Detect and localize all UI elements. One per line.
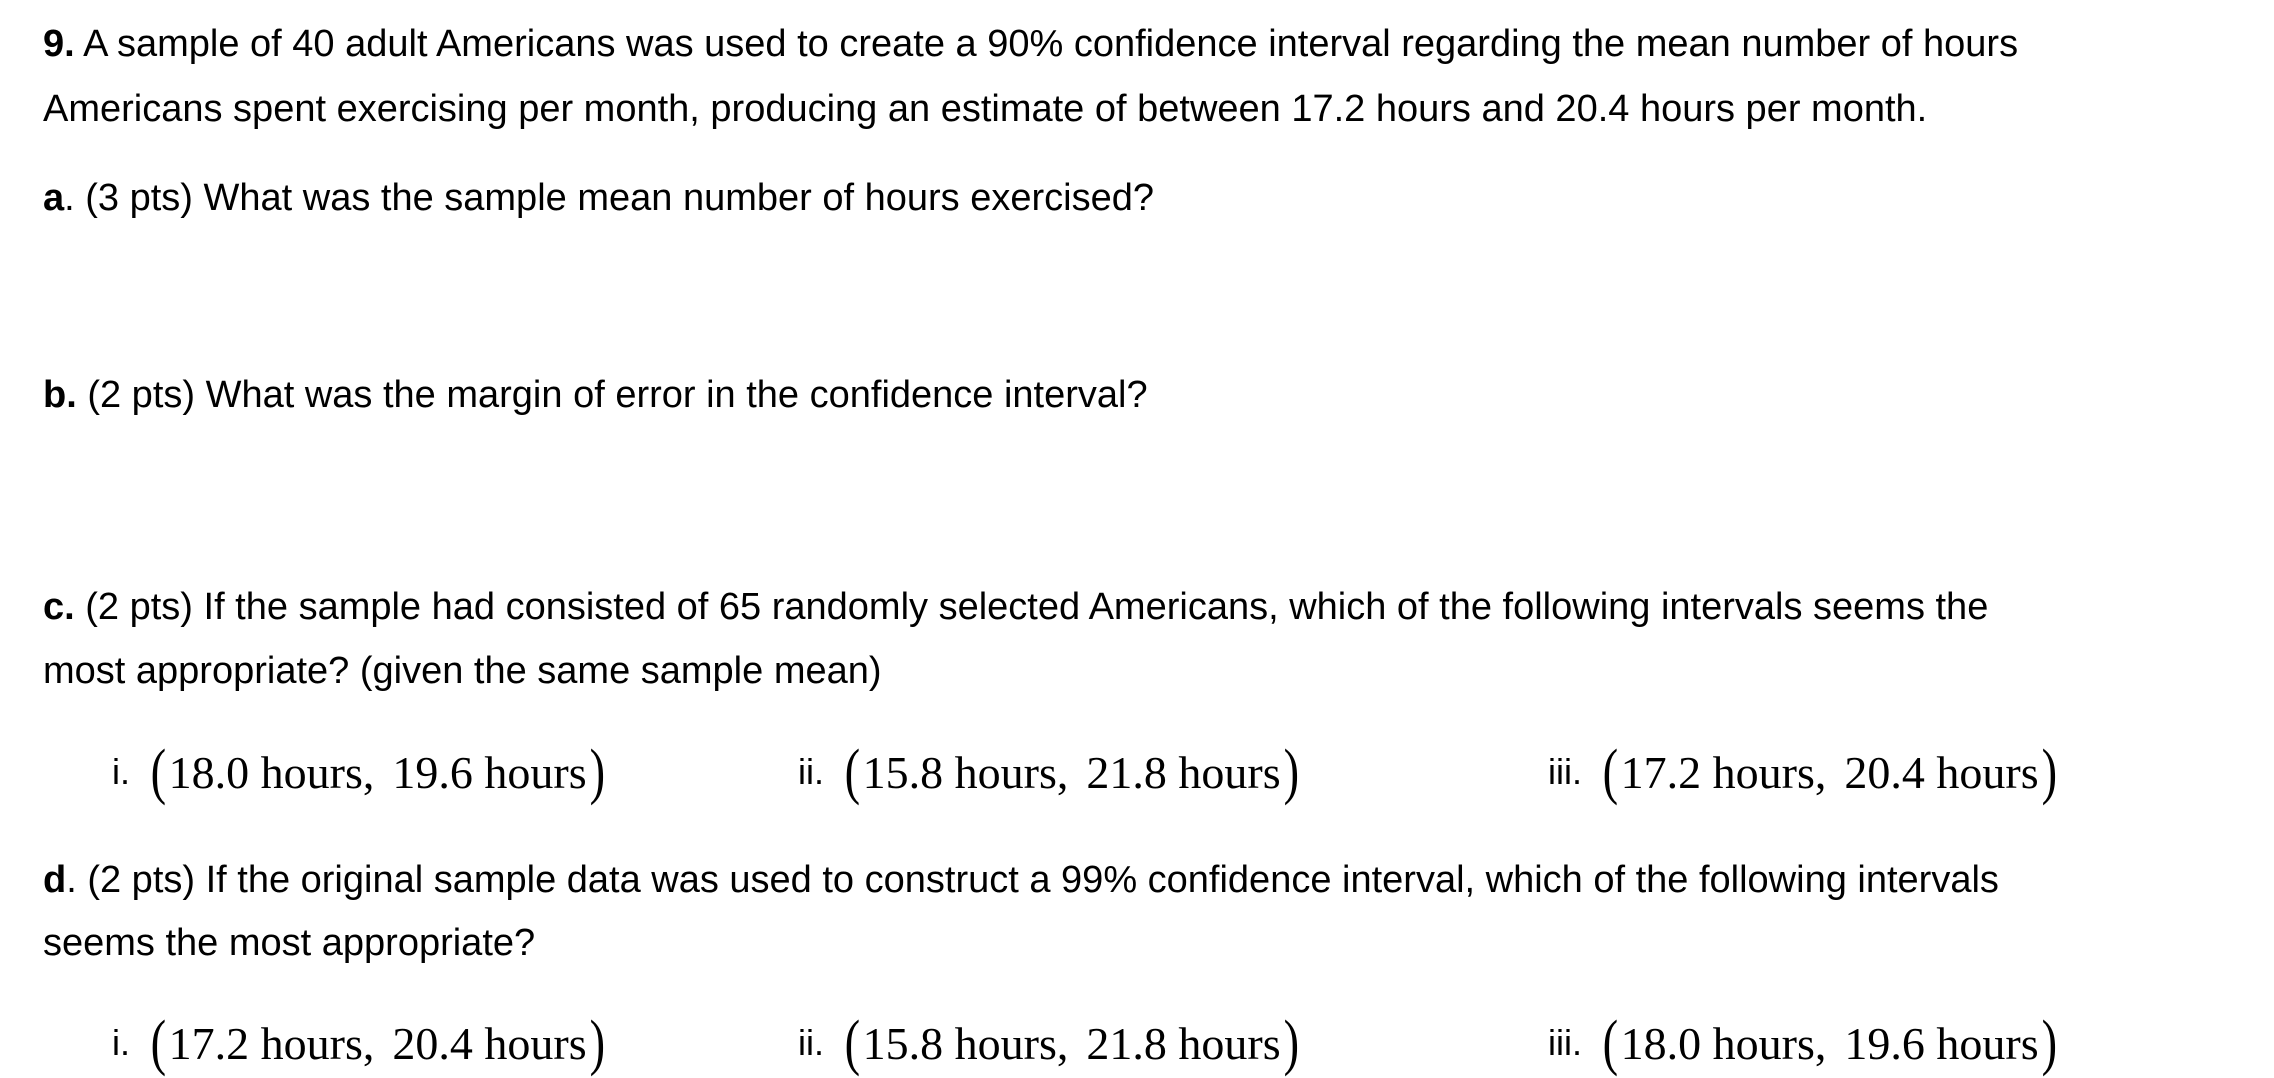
interval-value [842,1009,1301,1077]
open-paren: ( [844,1009,861,1077]
choice-numeral: i. [112,1022,130,1063]
part-a-label: a [43,177,65,219]
interval-value [842,738,1301,806]
part-d-choice-ii [798,1008,1301,1078]
part-a [43,175,1154,221]
choice-numeral: iii. [1548,751,1582,792]
close-paren: ) [589,1009,605,1077]
interval-value [1600,1009,2059,1077]
part-b [43,372,1148,418]
interval-low: 15.8 hours, [862,746,1069,798]
interval-value [148,738,607,806]
choice-numeral: iii. [1548,1022,1582,1063]
interval-value [148,1009,607,1077]
close-paren: ) [1283,738,1299,806]
interval-low: 18.0 hours, [1620,1017,1827,1069]
close-paren: ) [589,738,605,806]
interval-low: 18.0 hours, [168,746,375,798]
interval-high: 21.8 hours [1086,1017,1281,1069]
close-paren: ) [2041,738,2057,806]
part-c-choice-ii [798,737,1301,807]
question-number: 9. [43,23,75,65]
question-9-text-1: A sample of 40 adult Americans was used to create a 90% confidence interval regarding the mean number of hours [74,23,2019,65]
part-c-choice-i [112,737,607,807]
part-c-choice-iii [1548,737,2059,807]
interval-high: 20.4 hours [1844,746,2039,798]
part-c-line-1 [43,584,1988,630]
open-paren: ( [150,738,167,806]
part-d-line-2 [43,920,535,966]
part-c-text-1: (2 pts) If the sample had consisted of 65 randomly selected Americans, which of the following intervals seems the [74,586,1989,628]
interval-high: 20.4 hours [392,1017,587,1069]
part-a-text: . (3 pts) What was the sample mean number of hours exercised? [64,177,1154,219]
interval-high: 21.8 hours [1086,746,1281,798]
part-d-label: d [43,859,67,901]
open-paren: ( [150,1009,167,1077]
interval-high: 19.6 hours [1844,1017,2039,1069]
close-paren: ) [2041,1009,2057,1077]
open-paren: ( [844,738,861,806]
interval-value [1600,738,2059,806]
open-paren: ( [1602,738,1619,806]
part-d-choices [0,1008,2274,1078]
question-9-text-2: Americans spent exercising per month, producing an estimate of between 17.2 hours and 20.4 hours per month. [43,88,1928,130]
part-d-text-1: . (2 pts) If the original sample data was used to construct a 99% confidence interval, which of the following intervals [66,859,1999,901]
interval-low: 17.2 hours, [1620,746,1827,798]
part-d-choice-iii [1548,1008,2059,1078]
part-d-line-1 [43,857,1999,903]
question-9-line-2 [43,86,1927,132]
part-c-line-2 [43,648,882,694]
open-paren: ( [1602,1009,1619,1077]
part-d-text-2: seems the most appropriate? [43,922,536,964]
part-c-choices [0,737,2274,807]
part-d-choice-i [112,1008,607,1078]
interval-low: 15.8 hours, [862,1017,1069,1069]
close-paren: ) [1283,1009,1299,1077]
choice-numeral: ii. [798,751,824,792]
choice-numeral: ii. [798,1022,824,1063]
interval-low: 17.2 hours, [168,1017,375,1069]
part-b-label: b. [43,374,77,416]
choice-numeral: i. [112,751,130,792]
part-b-text: (2 pts) What was the margin of error in the confidence interval? [76,374,1148,416]
part-c-label: c. [43,586,75,628]
part-c-text-2: most appropriate? (given the same sample mean) [43,650,882,692]
question-9-line-1 [43,21,2018,67]
interval-high: 19.6 hours [392,746,587,798]
